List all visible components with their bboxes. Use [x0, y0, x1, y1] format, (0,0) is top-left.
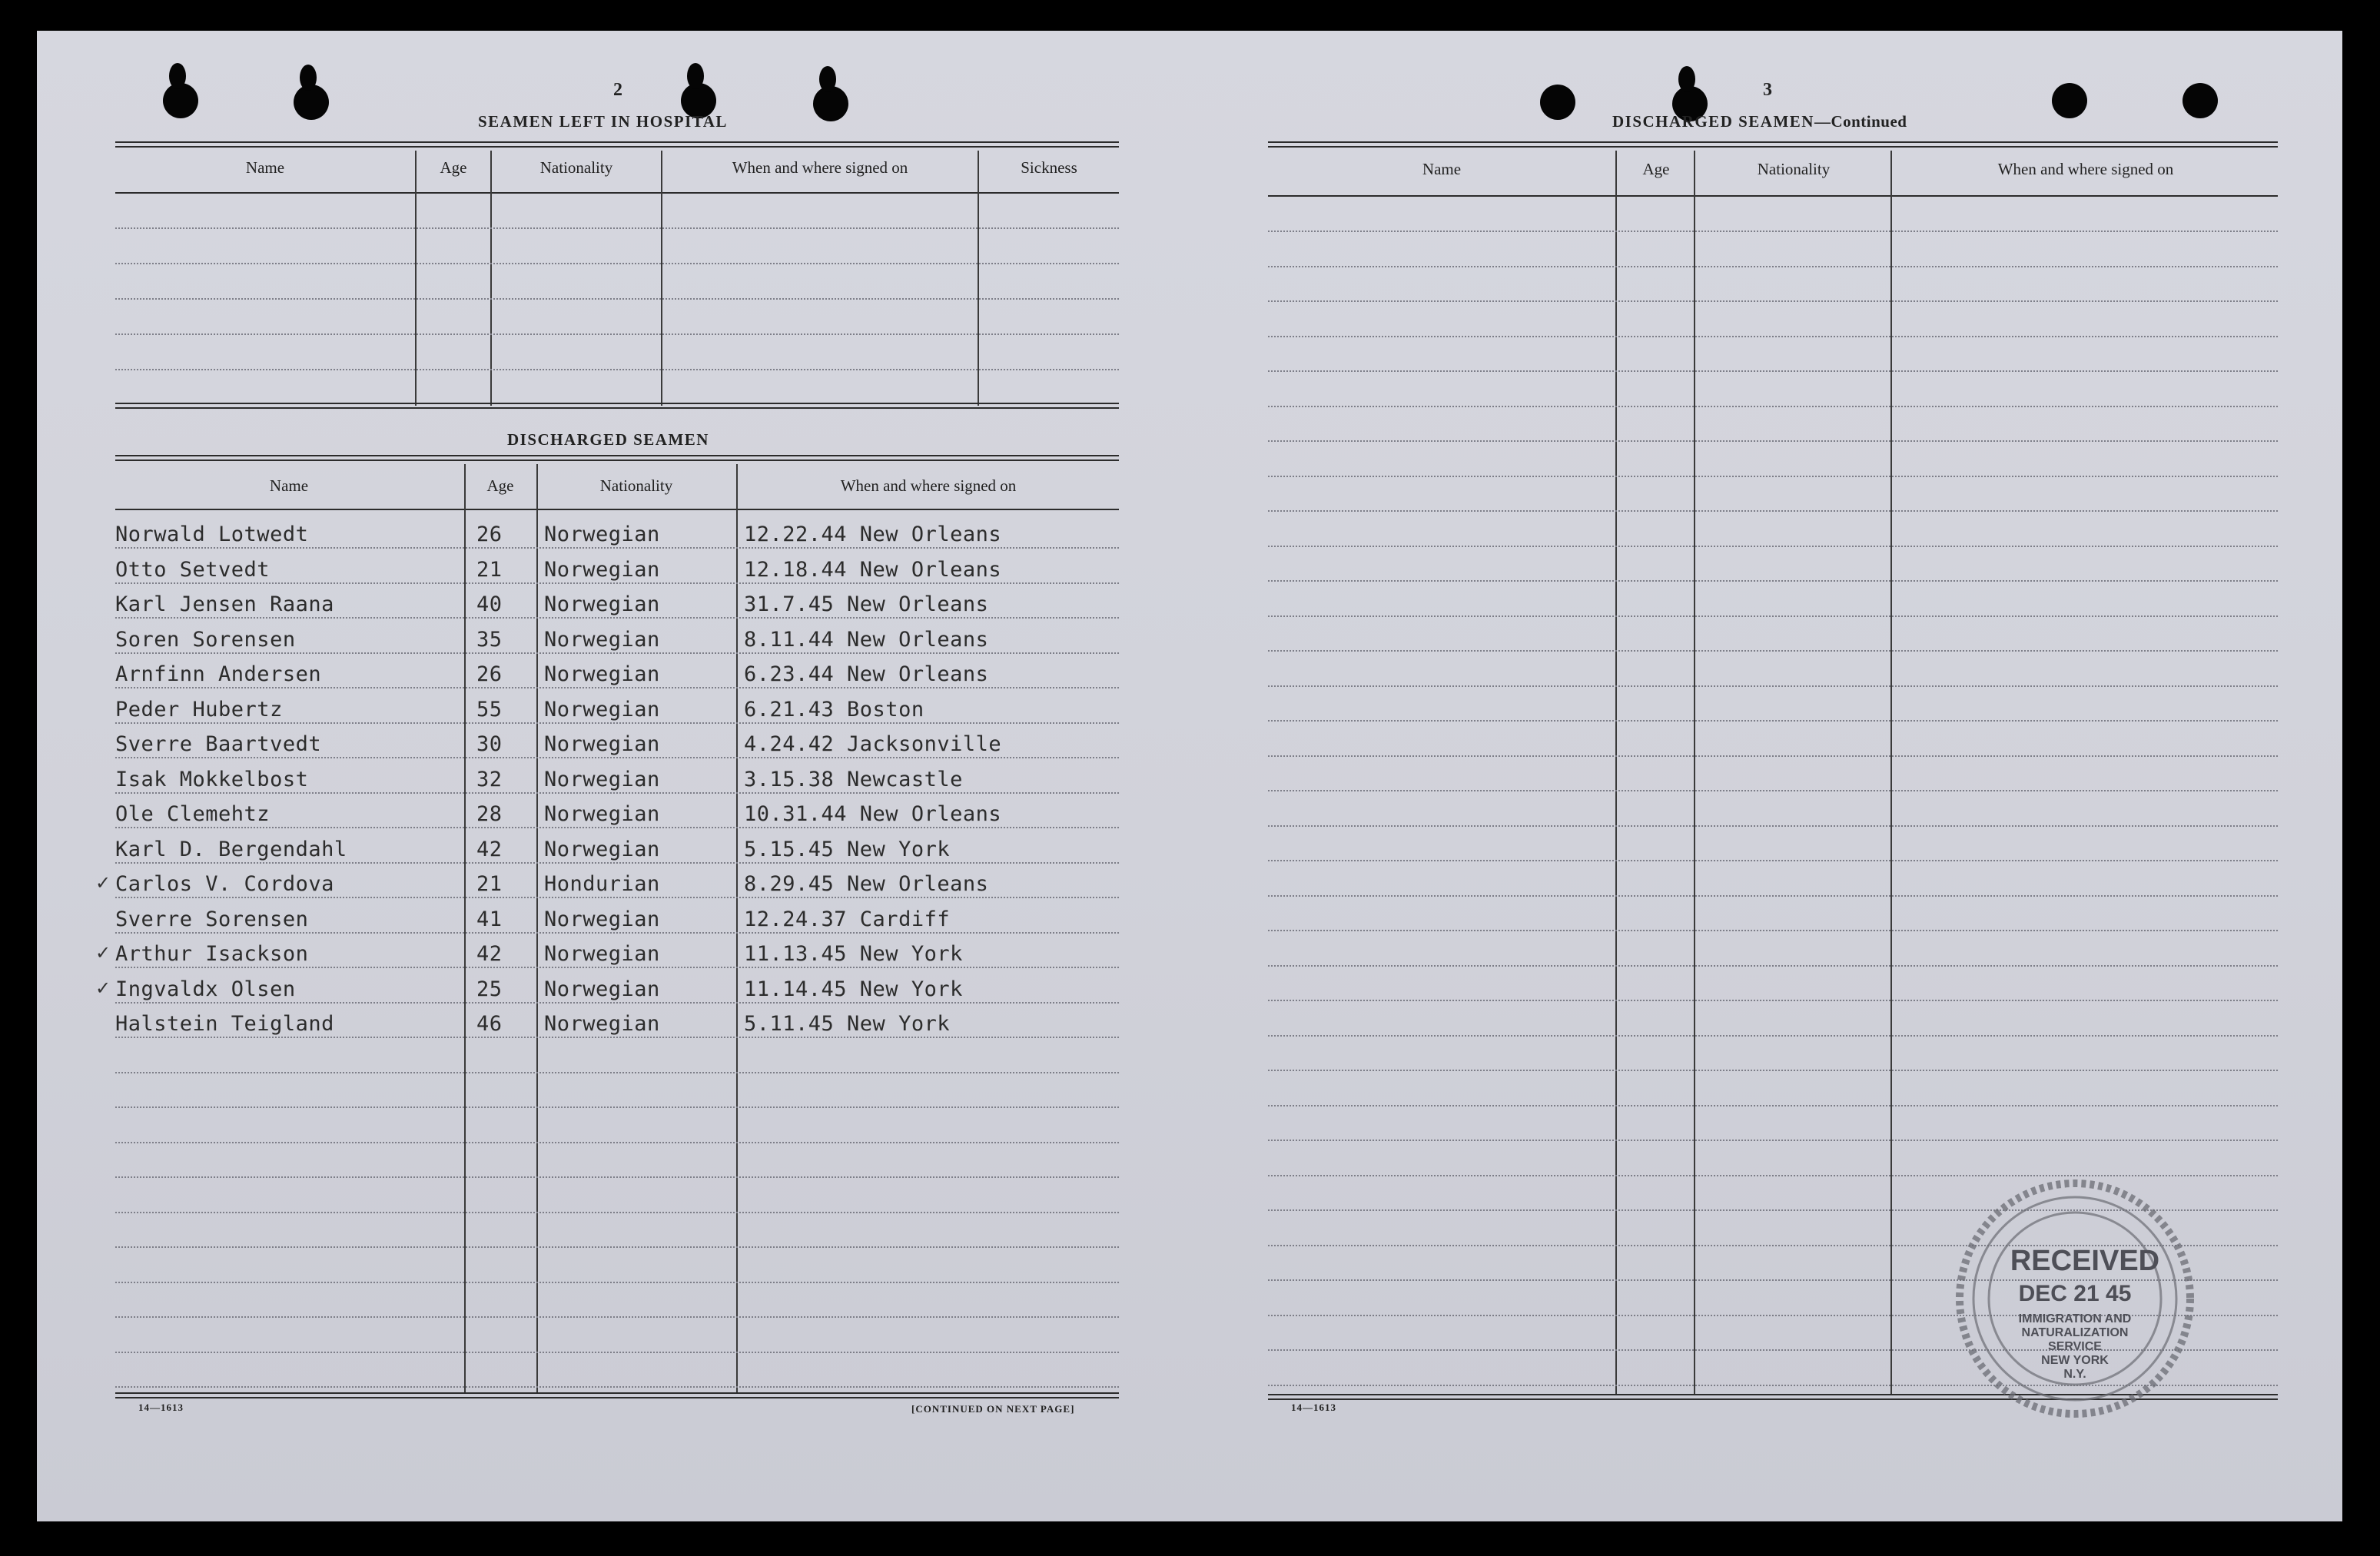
discharged-row-line	[115, 1142, 1119, 1143]
form-number-left: 14—1613	[138, 1402, 184, 1413]
discharged-row-line	[115, 582, 1119, 584]
right-col-divider	[1694, 151, 1695, 1394]
discharged-row-line	[115, 792, 1119, 794]
right-col-name: Name	[1422, 160, 1462, 178]
right-row-line	[1268, 1070, 2278, 1071]
hospital-col-nationality: Nationality	[539, 158, 613, 177]
discharged-section-title: DISCHARGED SEAMEN	[507, 430, 709, 449]
seaman-nationality: Hondurian	[544, 872, 660, 896]
seaman-signed-on: 11.13.45 New York	[744, 942, 963, 966]
seaman-age: 28	[476, 802, 503, 826]
seaman-signed-on: 8.11.44 New Orleans	[744, 627, 989, 652]
discharged-row-line	[115, 1282, 1119, 1283]
right-row-line	[1268, 476, 2278, 477]
seaman-signed-on: 4.24.42 Jacksonville	[744, 732, 1002, 756]
discharged-row-line	[115, 1002, 1119, 1004]
seaman-name: Carlos V. Cordova	[115, 872, 334, 896]
seaman-age: 21	[476, 872, 503, 896]
seaman-age: 30	[476, 732, 503, 756]
seaman-nationality: Norwegian	[544, 732, 660, 756]
hospital-top-rule	[115, 141, 1119, 143]
hospital-col-name: Name	[245, 158, 285, 177]
seaman-nationality: Norwegian	[544, 907, 660, 931]
right-row-line	[1268, 755, 2278, 757]
seaman-name: Sverre Baartvedt	[115, 732, 322, 756]
discharged-row-line	[115, 1386, 1119, 1388]
seaman-nationality: Norwegian	[544, 523, 660, 546]
punch-hole	[163, 83, 198, 118]
seaman-nationality: Norwegian	[544, 977, 660, 1001]
seaman-nationality: Norwegian	[544, 802, 660, 826]
right-row-line	[1268, 720, 2278, 722]
hospital-section-title: SEAMEN LEFT IN HOSPITAL	[478, 112, 728, 131]
discharged-header-rule	[115, 509, 1119, 510]
hospital-col-divider	[415, 151, 417, 406]
seaman-signed-on: 6.21.43 Boston	[744, 697, 924, 722]
stamp-agency-2: NATURALIZATION	[2021, 1326, 2129, 1339]
seaman-name: Ole Clemehtz	[115, 802, 271, 826]
hospital-row-line	[115, 227, 1119, 229]
right-row-line	[1268, 650, 2278, 652]
stamp-agency-1: IMMIGRATION AND	[2018, 1312, 2132, 1325]
discharged-bottom-rule	[115, 1392, 1119, 1394]
right-row-line	[1268, 790, 2278, 791]
right-row-line	[1268, 930, 2278, 931]
discharged-row-line	[115, 1106, 1119, 1108]
discharged-col-age: Age	[486, 476, 514, 495]
discharged-row-line	[115, 827, 1119, 828]
row-check-mark: ✓	[95, 872, 111, 894]
discharged-col-divider	[736, 464, 738, 1392]
seaman-age: 41	[476, 907, 503, 931]
discharged-row-line	[115, 652, 1119, 654]
seaman-signed-on: 12.22.44 New Orleans	[744, 523, 1002, 546]
discharged-row-line	[115, 1176, 1119, 1178]
right-row-line	[1268, 406, 2278, 407]
discharged-row-line	[115, 932, 1119, 934]
row-check-mark: ✓	[95, 942, 111, 964]
seaman-name: Norwald Lotwedt	[115, 523, 309, 546]
hospital-row-line	[115, 333, 1119, 335]
right-row-line	[1268, 370, 2278, 372]
seaman-signed-on: 8.29.45 New Orleans	[744, 872, 989, 896]
right-row-line	[1268, 336, 2278, 337]
right-row-line	[1268, 300, 2278, 302]
seaman-age: 26	[476, 523, 503, 546]
right-row-line	[1268, 1140, 2278, 1141]
discharged-row-line	[115, 722, 1119, 724]
hospital-header-rule	[115, 192, 1119, 194]
seaman-age: 42	[476, 837, 503, 861]
seaman-age: 42	[476, 942, 503, 966]
seaman-nationality: Norwegian	[544, 1012, 660, 1036]
right-row-line	[1268, 895, 2278, 897]
seaman-signed-on: 3.15.38 Newcastle	[744, 767, 963, 791]
right-page-title	[1612, 112, 1907, 131]
right-row-line	[1268, 266, 2278, 267]
right-row-line	[1268, 1000, 2278, 1001]
right-page-title-suffix: —Continued	[1814, 112, 1907, 131]
seaman-age: 25	[476, 977, 503, 1001]
discharged-row-line	[115, 897, 1119, 898]
seaman-age: 40	[476, 592, 503, 616]
discharged-row-line	[115, 1037, 1119, 1038]
discharged-row-line	[115, 1316, 1119, 1318]
hospital-bottom-rule	[115, 403, 1119, 404]
right-top-rule	[1268, 141, 2278, 143]
seaman-nationality: Norwegian	[544, 627, 660, 652]
discharged-col-divider	[464, 464, 466, 1392]
right-row-line	[1268, 510, 2278, 512]
page-number-right: 3	[1763, 80, 1772, 100]
stamp-date: DEC 21 45	[2018, 1281, 2132, 1306]
received-stamp	[1948, 1172, 2202, 1425]
hospital-row-line	[115, 263, 1119, 264]
seaman-nationality: Norwegian	[544, 662, 660, 686]
hospital-col-sickness: Sickness	[1021, 158, 1077, 177]
punch-hole	[1540, 85, 1575, 120]
form-number-right: 14—1613	[1291, 1402, 1336, 1413]
discharged-top-rule	[115, 455, 1119, 456]
hospital-row-line	[115, 298, 1119, 300]
right-row-line	[1268, 231, 2278, 232]
discharged-row-line	[115, 687, 1119, 688]
stamp-received: RECEIVED	[2010, 1245, 2160, 1277]
seaman-age: 46	[476, 1012, 503, 1036]
discharged-row-line	[115, 967, 1119, 968]
punch-hole	[2052, 83, 2087, 118]
seaman-name: Halstein Teigland	[115, 1012, 334, 1036]
continued-note: [CONTINUED ON NEXT PAGE]	[911, 1403, 1075, 1415]
seaman-age: 21	[476, 557, 503, 582]
seaman-signed-on: 31.7.45 New Orleans	[744, 592, 989, 616]
right-row-line	[1268, 580, 2278, 582]
discharged-row-line	[115, 617, 1119, 619]
seaman-name: Karl D. Bergendahl	[115, 837, 347, 861]
seaman-age: 55	[476, 697, 503, 722]
discharged-row-line	[115, 1072, 1119, 1073]
discharged-row-line	[115, 757, 1119, 758]
hospital-col-signed-on: When and where signed on	[732, 158, 908, 177]
stamp-state: N.Y.	[2063, 1368, 2086, 1381]
seaman-signed-on: 5.11.45 New York	[744, 1012, 951, 1036]
right-col-nationality: Nationality	[1757, 160, 1831, 178]
seaman-nationality: Norwegian	[544, 557, 660, 582]
hospital-col-age: Age	[440, 158, 467, 177]
right-col-divider	[1615, 151, 1617, 1394]
discharged-row-line	[115, 862, 1119, 864]
row-check-mark: ✓	[95, 977, 111, 999]
discharged-col-nationality: Nationality	[599, 476, 673, 495]
seaman-nationality: Norwegian	[544, 837, 660, 861]
right-col-age: Age	[1642, 160, 1670, 178]
seaman-name: Ingvaldx Olsen	[115, 977, 296, 1001]
hospital-row-line	[115, 369, 1119, 370]
punch-hole	[294, 85, 329, 120]
page-number-left: 2	[613, 80, 622, 100]
right-row-line	[1268, 440, 2278, 442]
right-row-line	[1268, 1105, 2278, 1106]
punch-hole	[813, 86, 848, 121]
right-col-signed-on: When and where signed on	[1997, 160, 2174, 178]
right-page-title-text: DISCHARGED SEAMEN	[1612, 112, 1814, 131]
stamp-agency-3: SERVICE	[2048, 1340, 2102, 1353]
seaman-signed-on: 11.14.45 New York	[744, 977, 963, 1001]
seaman-signed-on: 6.23.44 New Orleans	[744, 662, 989, 686]
punch-hole	[2182, 83, 2218, 118]
seaman-nationality: Norwegian	[544, 592, 660, 616]
right-row-line	[1268, 965, 2278, 967]
seaman-nationality: Norwegian	[544, 942, 660, 966]
hospital-col-divider	[661, 151, 662, 406]
seaman-signed-on: 10.31.44 New Orleans	[744, 802, 1002, 826]
discharged-col-name: Name	[269, 476, 309, 495]
right-row-line	[1268, 615, 2278, 617]
seaman-name: Otto Setvedt	[115, 557, 271, 582]
seaman-age: 32	[476, 767, 503, 791]
seaman-age: 35	[476, 627, 503, 652]
seaman-signed-on: 12.18.44 New Orleans	[744, 557, 1002, 582]
right-row-line	[1268, 1035, 2278, 1037]
discharged-col-signed-on: When and where signed on	[840, 476, 1017, 495]
seaman-signed-on: 12.24.37 Cardiff	[744, 907, 951, 931]
seaman-name: Peder Hubertz	[115, 697, 283, 722]
right-row-line	[1268, 825, 2278, 827]
seaman-nationality: Norwegian	[544, 697, 660, 722]
right-col-divider	[1890, 151, 1892, 1394]
seaman-name: Isak Mokkelbost	[115, 767, 309, 791]
seaman-signed-on: 5.15.45 New York	[744, 837, 951, 861]
stamp-city: NEW YORK	[2041, 1354, 2109, 1367]
hospital-col-divider	[978, 151, 979, 406]
discharged-row-line	[115, 1212, 1119, 1213]
right-header-rule	[1268, 195, 2278, 197]
seaman-name: Soren Sorensen	[115, 627, 296, 652]
hospital-col-divider	[490, 151, 492, 406]
seaman-nationality: Norwegian	[544, 767, 660, 791]
right-row-line	[1268, 685, 2278, 687]
seaman-name: Arthur Isackson	[115, 942, 309, 966]
discharged-row-line	[115, 547, 1119, 549]
seaman-name: Sverre Sorensen	[115, 907, 309, 931]
discharged-row-line	[115, 1352, 1119, 1353]
right-row-line	[1268, 546, 2278, 547]
seaman-name: Arnfinn Andersen	[115, 662, 322, 686]
discharged-row-line	[115, 1246, 1119, 1248]
right-row-line	[1268, 860, 2278, 861]
discharged-col-divider	[536, 464, 538, 1392]
seaman-age: 26	[476, 662, 503, 686]
seaman-name: Karl Jensen Raana	[115, 592, 334, 616]
